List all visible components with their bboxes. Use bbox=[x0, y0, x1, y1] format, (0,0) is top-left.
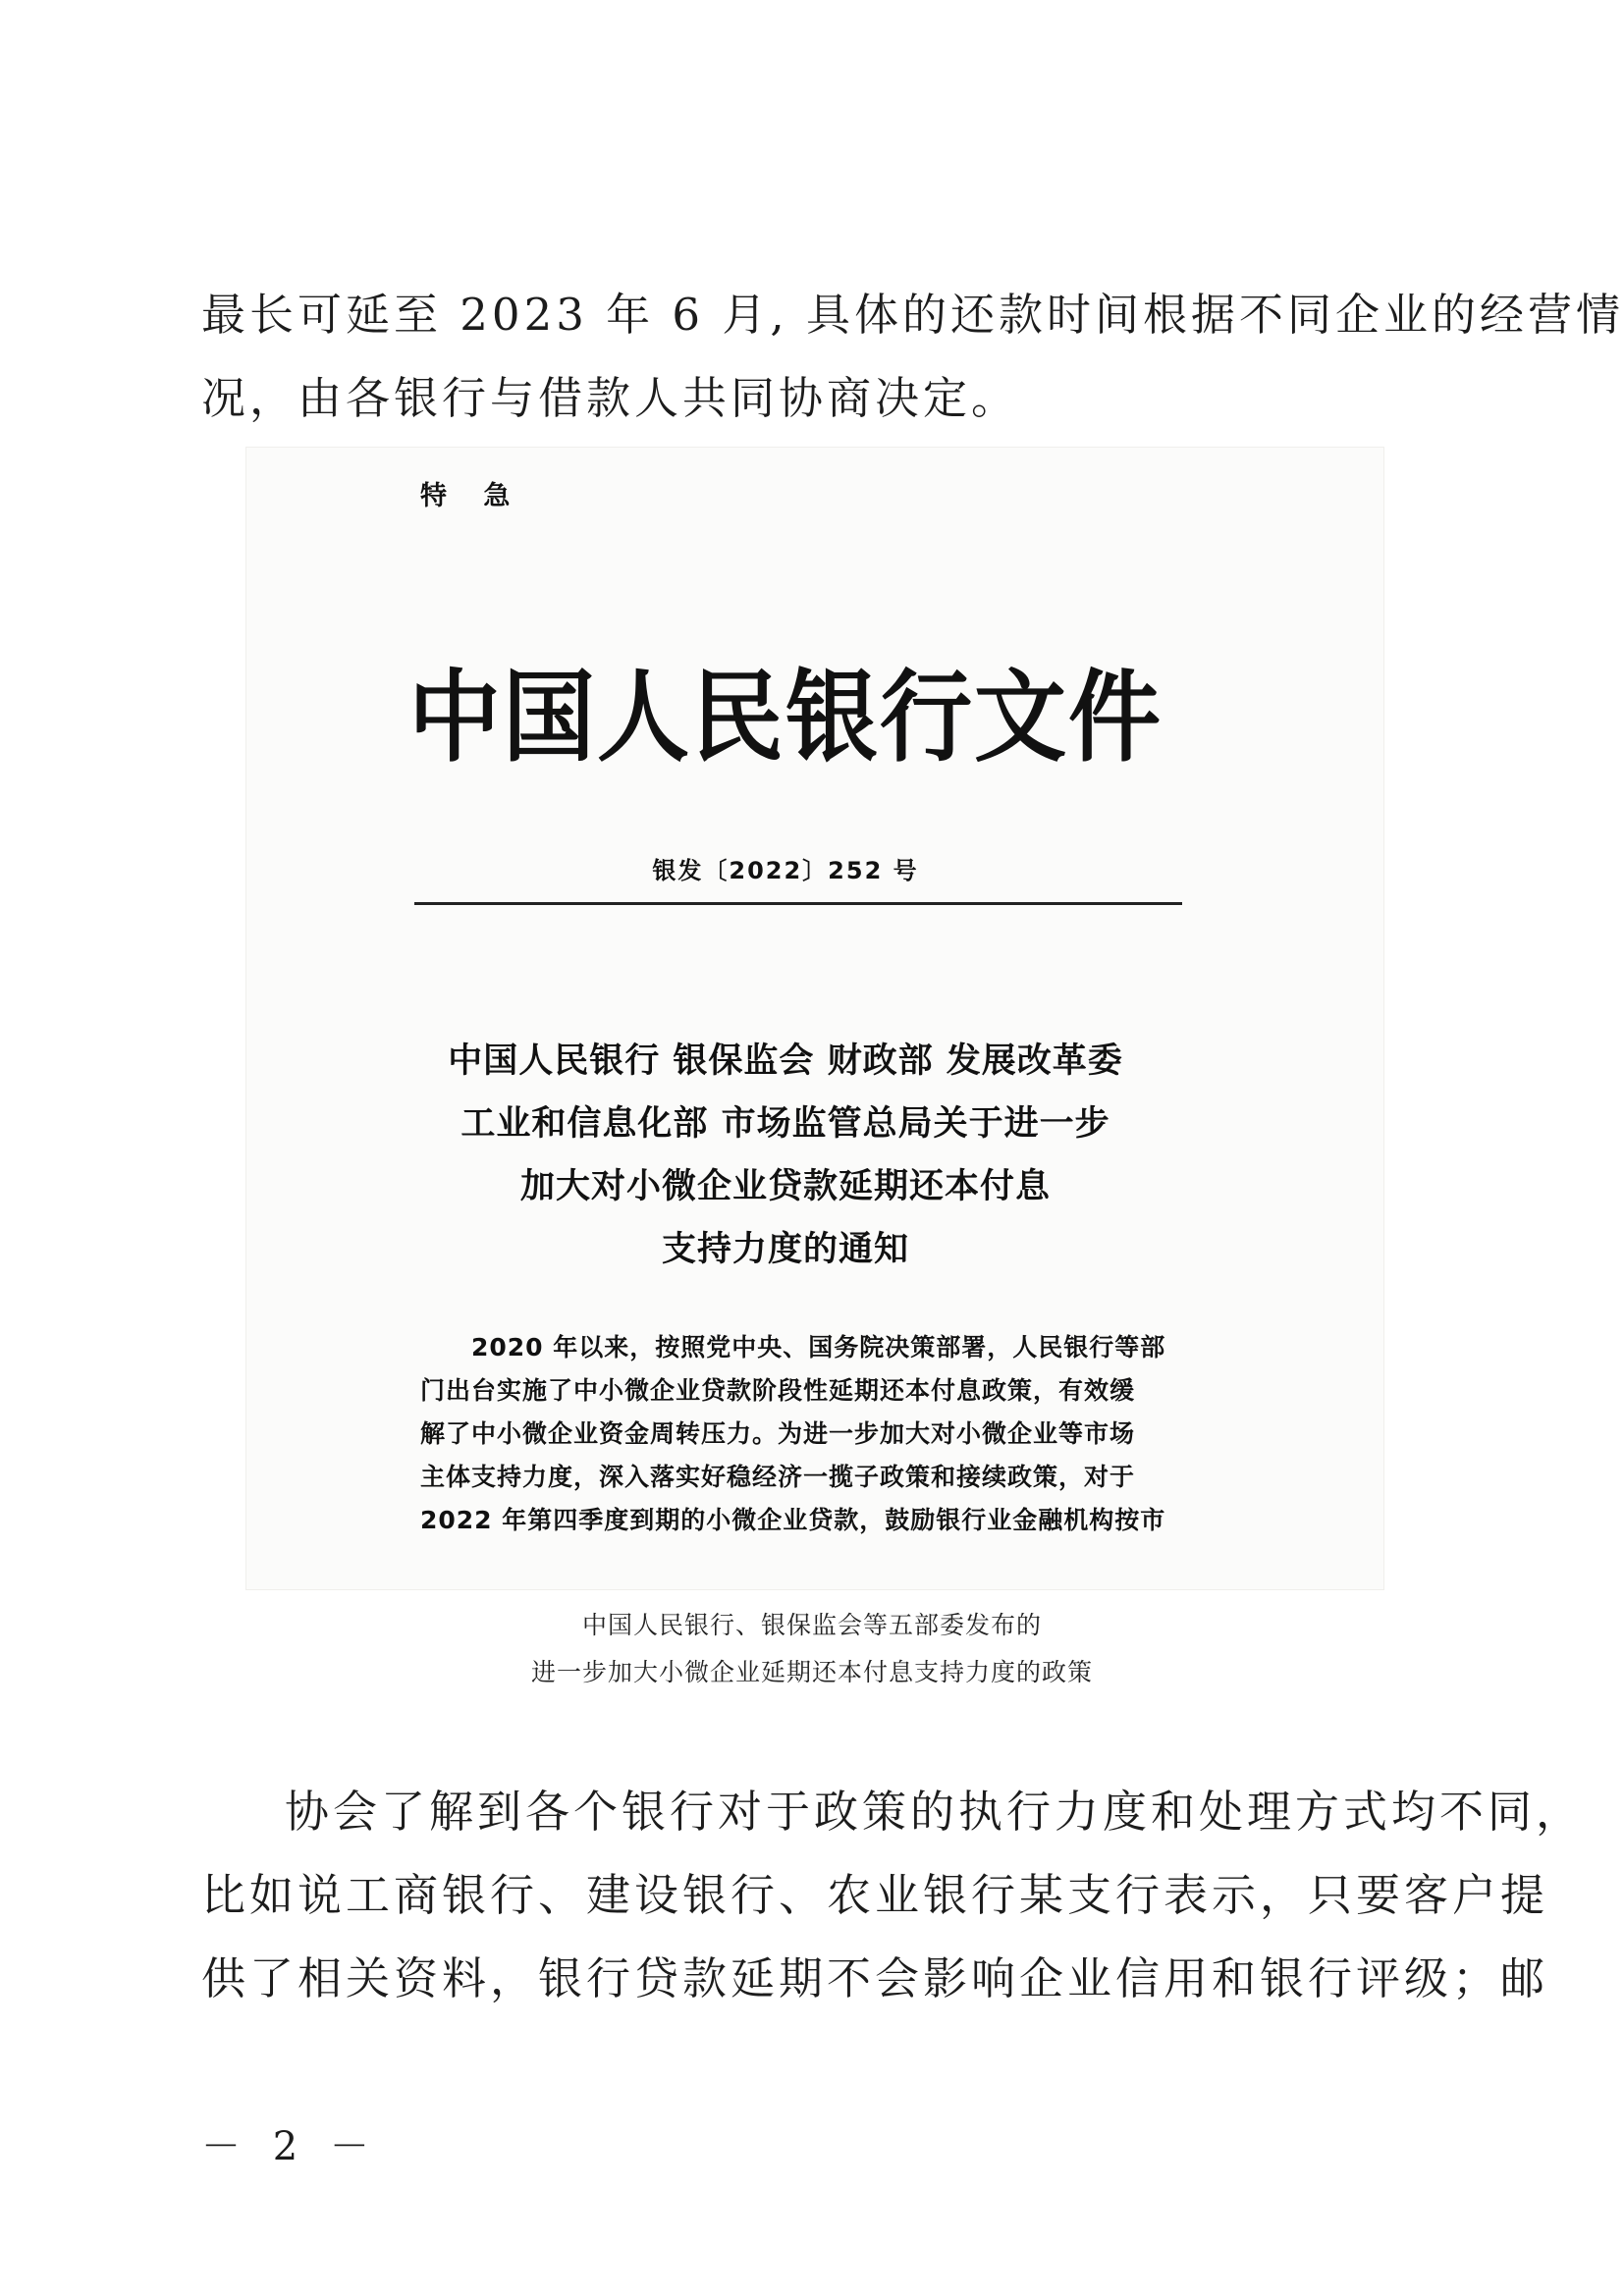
notice-body-line: 解了中小微企业资金周转压力。为进一步加大对小微企业等市场 bbox=[420, 1419, 1136, 1448]
scanned-document-image bbox=[245, 447, 1384, 1590]
document-masthead: 中国人民银行文件 bbox=[407, 660, 1163, 777]
masthead-divider bbox=[414, 902, 1182, 905]
image-caption-line: 中国人民银行、银保监会等五部委发布的 bbox=[581, 1611, 1042, 1639]
page-number: － 2 － bbox=[201, 2124, 379, 2169]
notice-title-line: 中国人民银行 银保监会 财政部 发展改革委 bbox=[448, 1041, 1123, 1081]
notice-body-line: 2020 年以来，按照党中央、国务院决策部署，人民银行等部 bbox=[471, 1333, 1166, 1362]
notice-title-line: 工业和信息化部 市场监管总局关于进一步 bbox=[460, 1103, 1110, 1144]
notice-title-line: 支持力度的通知 bbox=[661, 1229, 909, 1269]
paragraph-line: 比如说工商银行、建设银行、农业银行某支行表示，只要客户提 bbox=[201, 1869, 1549, 1921]
notice-body-line: 门出台实施了中小微企业贷款阶段性延期还本付息政策，有效缓 bbox=[420, 1376, 1136, 1405]
document-number: 银发〔2022〕252 号 bbox=[652, 857, 919, 884]
image-caption-line: 进一步加大小微企业延期还本付息支持力度的政策 bbox=[530, 1658, 1093, 1686]
paragraph-line: 况，由各银行与借款人共同协商决定。 bbox=[201, 372, 1020, 424]
paragraph-line: 供了相关资料，银行贷款延期不会影响企业信用和银行评级；邮 bbox=[201, 1952, 1549, 2004]
paragraph-line: 最长可延至 2023 年 6 月, 具体的还款时间根据不同企业的经营情 bbox=[201, 289, 1624, 341]
paragraph-line: 协会了解到各个银行对于政策的执行力度和处理方式均不同， bbox=[285, 1786, 1585, 1838]
urgency-mark: 特 急 bbox=[420, 481, 524, 511]
notice-body-line: 2022 年第四季度到期的小微企业贷款，鼓励银行业金融机构按市 bbox=[420, 1506, 1166, 1534]
notice-title-line: 加大对小微企业贷款延期还本付息 bbox=[519, 1166, 1051, 1206]
notice-body-line: 主体支持力度，深入落实好稳经济一揽子政策和接续政策，对于 bbox=[420, 1463, 1136, 1491]
